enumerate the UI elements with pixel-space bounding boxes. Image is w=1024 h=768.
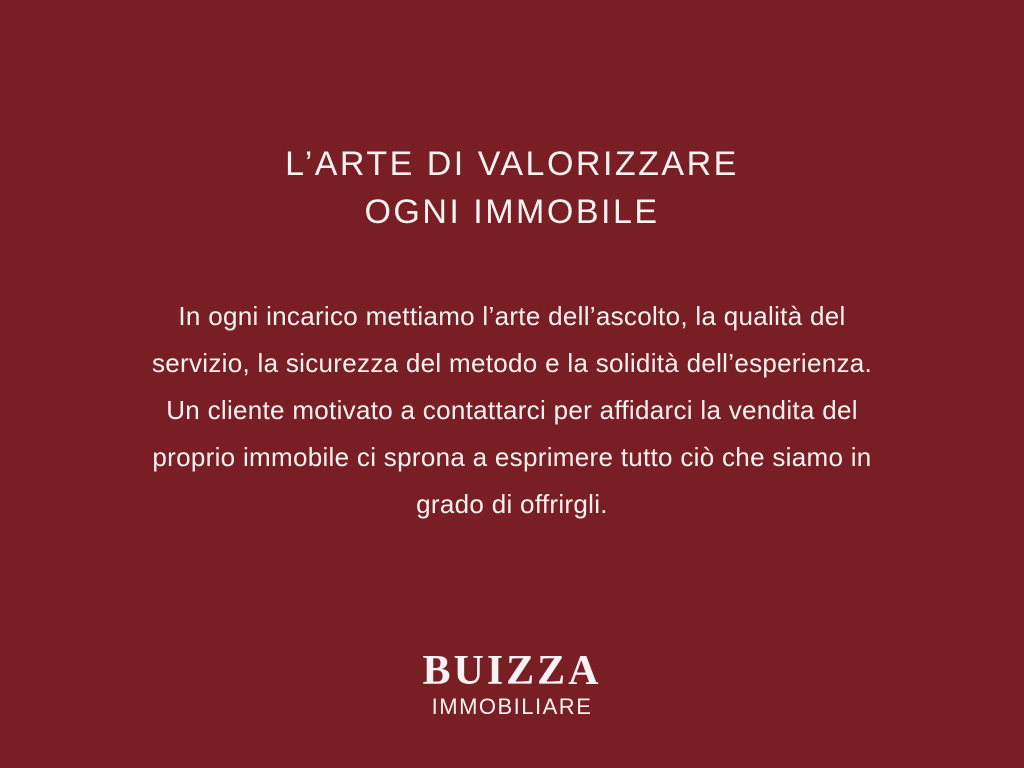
brand-logo	[0, 650, 1024, 720]
body-line: proprio immobile ci sprona a esprimere tutto ciò che siamo in	[152, 442, 872, 472]
body-line: servizio, la sicurezza del metodo e la solidità dell’esperienza.	[151, 348, 873, 378]
slide-title-line1: L’ARTE DI VALORIZZARE	[285, 145, 739, 183]
body-line: Un cliente motivato a contattarci per affidarci la vendita del	[166, 395, 858, 425]
brand-logo-subtitle: IMMOBILIARE	[431, 694, 593, 719]
brand-logo-wordmark: BUIZZA	[422, 648, 602, 694]
slide-title-line2: OGNI IMMOBILE	[364, 193, 660, 231]
slide-body	[82, 293, 942, 528]
body-line: In ogni incarico mettiamo l’arte dell’ascolto, la qualità del	[178, 301, 846, 331]
body-line: grado di offrirgli.	[416, 489, 608, 519]
slide-title	[0, 140, 1024, 236]
